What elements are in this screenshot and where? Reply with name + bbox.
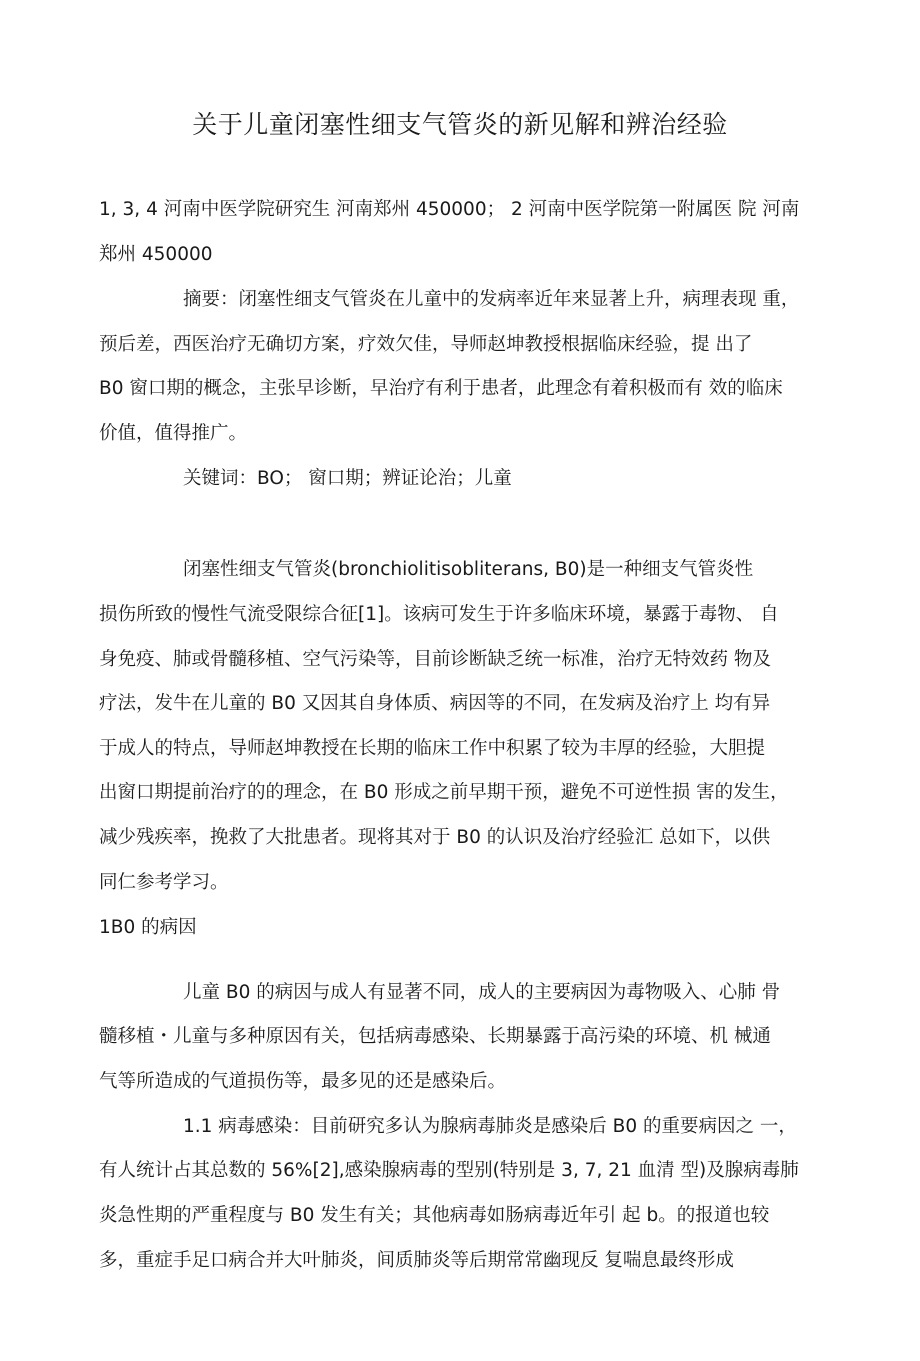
paragraph-line: 出窗口期提前治疗的的理念，在 B0 形成之前早期干预，避免不可逆性损 害的发生， [99, 782, 789, 803]
abstract-line: 预后差，西医治疗无确切方案，疗效欠佳，导师赵坤教授根据临床经验，提 出了 [99, 334, 753, 355]
paragraph-line: 同仁参考学习。 [99, 872, 229, 893]
section-heading: 1B0 的病因 [99, 917, 197, 938]
paragraph-line: 炎急性期的严重程度与 B0 发生有关；其他病毒如肠病毒近年引 起 b。的报道也较 [99, 1205, 770, 1226]
paragraph-line: 有人统计占其总数的 56%[2],感染腺病毒的型别(特别是 3, 7, 21 血清 型)及腺病毒肺 [99, 1160, 799, 1181]
abstract-line: B0 窗口期的概念，主张早诊断，早治疗有利于患者，此理念有着积极而有 效的临床 [99, 378, 783, 399]
paragraph-line: 减少残疾率，挽救了大批患者。现将其对于 B0 的认识及治疗经验汇 总如下，以供 [99, 827, 771, 848]
paragraph-line: 1.1 病毒感染：目前研究多认为腺病毒肺炎是感染后 B0 的重要病因之 一， [183, 1116, 797, 1137]
paragraph-line: 髓移植・儿童与多种原因有关，包括病毒感染、长期暴露于高污染的环境、机 械通 [99, 1026, 771, 1047]
abstract-line: 摘要：闭塞性细支气管炎在儿童中的发病率近年来显著上升，病理表现 重， [183, 289, 800, 310]
paragraph-line: 儿童 B0 的病因与成人有显著不同，成人的主要病因为毒物吸入、心肺 骨 [183, 982, 781, 1003]
paragraph-line: 损伤所致的慢性气流受限综合征[1]。该病可发生于许多临床环境，暴露于毒物、 自 [99, 604, 779, 625]
paragraph-line: 闭塞性细支气管炎(bronchiolitisobliterans, B0)是一种细支气管炎性 [183, 559, 754, 580]
affiliation-line: 1, 3, 4 河南中医学院研究生 河南郑州 450000； 2 河南中医学院第一附属医 院 河南 [99, 199, 800, 220]
keywords: 关键词：BO； 窗口期；辨证论治；儿童 [183, 468, 512, 489]
paragraph-line: 气等所造成的气道损伤等，最多见的还是感染后。 [99, 1071, 507, 1092]
paragraph-line: 多，重症手足口病合并大叶肺炎，间质肺炎等后期常常幽现反 复喘息最终形成 [99, 1250, 734, 1271]
affiliation-line: 郑州 450000 [99, 244, 213, 265]
document-title: 关于儿童闭塞性细支气管炎的新见解和辨治经验 [192, 109, 728, 139]
abstract-line: 价值，值得推广。 [99, 423, 248, 444]
paragraph-line: 身免疫、肺或骨髓移植、空气污染等，目前诊断缺乏统一标准，治疗无特效药 物及 [99, 649, 771, 670]
paragraph-line: 于成人的特点，导师赵坤教授在长期的临床工作中积累了较为丰厚的经验，大胆提 [99, 738, 766, 759]
paragraph-line: 疗法，发牛在儿童的 B0 又因其自身体质、病因等的不同，在发病及治疗上 均有异 [99, 693, 771, 714]
